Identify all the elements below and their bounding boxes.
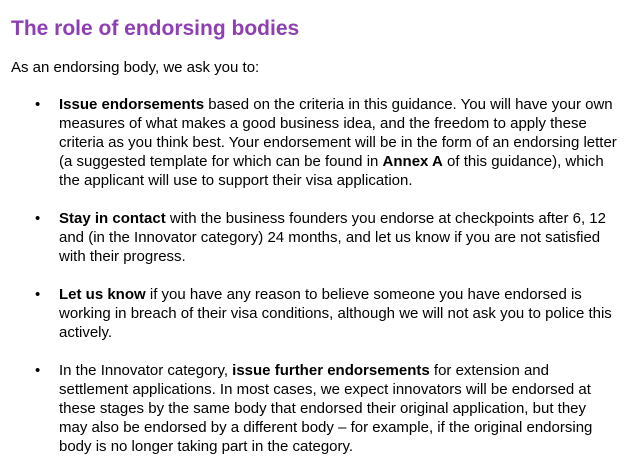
bullet-icon: •: [35, 96, 41, 113]
list-item-text: [59, 362, 592, 455]
list-item-stay-in-contact: [0, 209, 629, 266]
list-item-lead: Let us know: [59, 286, 146, 303]
bullet-icon: •: [35, 210, 41, 227]
list-item-further-endorsements: [0, 361, 629, 456]
list-item-text: [59, 286, 612, 341]
responsibilities-list: [0, 95, 629, 475]
list-item-text: [59, 210, 606, 265]
bullet-icon: •: [35, 362, 41, 379]
intro-paragraph: As an endorsing body, we ask you to:: [11, 59, 260, 76]
list-item-lead: issue further endorsements: [232, 362, 430, 379]
list-item-text: [59, 96, 617, 189]
bullet-icon: •: [35, 286, 41, 303]
list-item-issue-endorsements: [0, 95, 629, 190]
list-item-prefix: In the Innovator category,: [59, 362, 233, 379]
list-item-lead: Issue endorsements: [59, 96, 205, 113]
section-heading: The role of endorsing bodies: [11, 17, 300, 40]
list-item-body: with the business founders you endorse at checkpoints after 6, 12 and (in the Innovator category) 24 months, and let us know if you are not satisfied with their progress.: [59, 210, 606, 265]
list-item-let-us-know: [0, 285, 629, 342]
list-item-body-tail: of this guidance), which the applicant will use to support their visa application.: [59, 153, 604, 189]
list-item-body: based on the criteria in this guidance. You will have your own measures of what makes a good business idea, and the freedom to apply these criteria as you think best. Your endorsement will be in the form of an endorsing letter (a suggested template for which can be found in: [59, 96, 617, 170]
list-item-lead: Stay in contact: [59, 210, 166, 227]
list-item-body: if you have any reason to believe someone you have endorsed is working in breach of their visa conditions, although we will not ask you to police this actively.: [59, 286, 612, 341]
list-item-body: for extension and settlement applications. In most cases, we expect innovators will be endorsed at these stages by the same body that endorsed their original application, but they may also be endorsed by a different body – for example, if the original endorsing body is no longer taking part in the category.: [59, 362, 593, 455]
annex-reference: Annex A: [382, 153, 443, 170]
